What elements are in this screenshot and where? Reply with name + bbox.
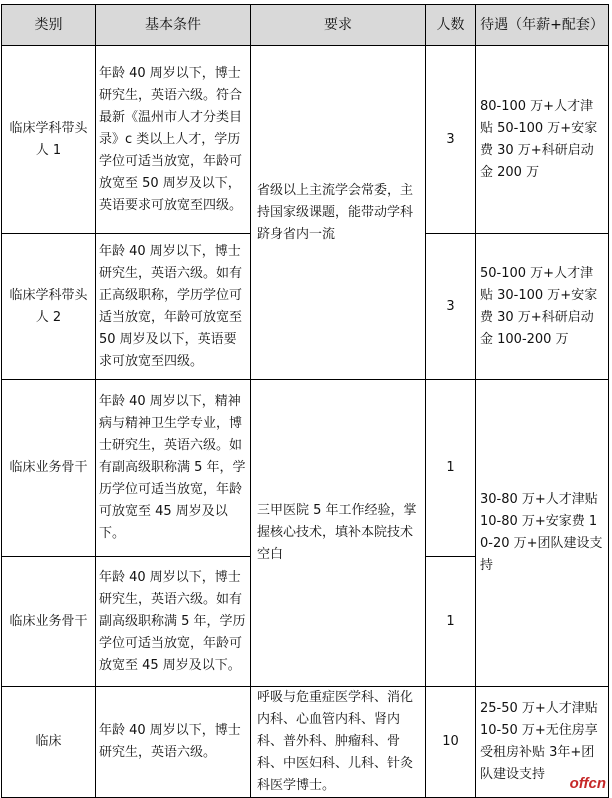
table-row [2,687,609,798]
conditions-cell: 年龄 40 周岁以下，博士研究生，英语六级。符合最新《温州市人才分类目录》c 类以上人才，学历学位可适当放宽，年龄可放宽至 50 周岁及以下，英语要求可放宽至四级。 [96,46,251,234]
header-count: 人数 [426,5,476,46]
header-row [2,5,609,46]
header-category: 类别 [2,5,96,46]
count-cell: 1 [426,380,476,557]
table-row [2,380,609,557]
category-cell: 临床学科带头人 1 [2,46,96,234]
conditions-cell: 年龄 40 周岁以下，博士研究生，英语六级。 [96,687,251,798]
requirements-cell: 呼吸与危重症医学科、消化内科、心血管内科、肾内科、普外科、肿瘤科、骨科、中医妇科、儿科、针灸科医学博士。 [251,687,426,798]
conditions-cell: 年龄 40 周岁以下，精神病与精神卫生学专业，博士研究生，英语六级。如有副高级职称满 5 年，学历学位可适当放宽，年龄可放宽至 45 周岁及以下。 [96,380,251,557]
conditions-cell: 年龄 40 周岁以下，博士研究生，英语六级。如有正高级职称，学历学位可适当放宽，年龄可放宽至 50 周岁及以下，英语要求可放宽至四级。 [96,234,251,380]
requirements-cell: 省级以上主流学会常委，主持国家级课题，能带动学科跻身省内一流 [251,46,426,380]
benefits-cell: 30-80 万+人才津贴 10-80 万+安家费 10-20 万+团队建设支持 [476,380,609,687]
watermark-logo: offcn [569,775,606,792]
count-cell: 3 [426,46,476,234]
category-cell: 临床 [2,687,96,798]
category-cell: 临床学科带头人 2 [2,234,96,380]
recruitment-table [1,4,609,798]
header-conditions: 基本条件 [96,5,251,46]
header-requirements: 要求 [251,5,426,46]
category-cell: 临床业务骨干 [2,380,96,557]
category-cell: 临床业务骨干 [2,557,96,687]
requirements-cell: 三甲医院 5 年工作经验，掌握核心技术，填补本院技术空白 [251,380,426,687]
header-benefits: 待遇（年薪+配套） [476,5,609,46]
benefits-cell: 80-100 万+人才津贴 50-100 万+安家费 30 万+科研启动金 200 万 [476,46,609,234]
count-cell: 10 [426,687,476,798]
benefits-cell: 25-50 万+人才津贴 10-50 万+无住房享受租房补贴 3年+团队建设支持 [476,687,609,798]
benefits-cell: 50-100 万+人才津贴 30-100 万+安家费 30 万+科研启动金 100-200 万 [476,234,609,380]
count-cell: 3 [426,234,476,380]
conditions-cell: 年龄 40 周岁以下，博士研究生，英语六级。如有副高级职称满 5 年，学历学位可适当放宽，年龄可放宽至 45 周岁及以下。 [96,557,251,687]
table-row [2,46,609,234]
count-cell: 1 [426,557,476,687]
